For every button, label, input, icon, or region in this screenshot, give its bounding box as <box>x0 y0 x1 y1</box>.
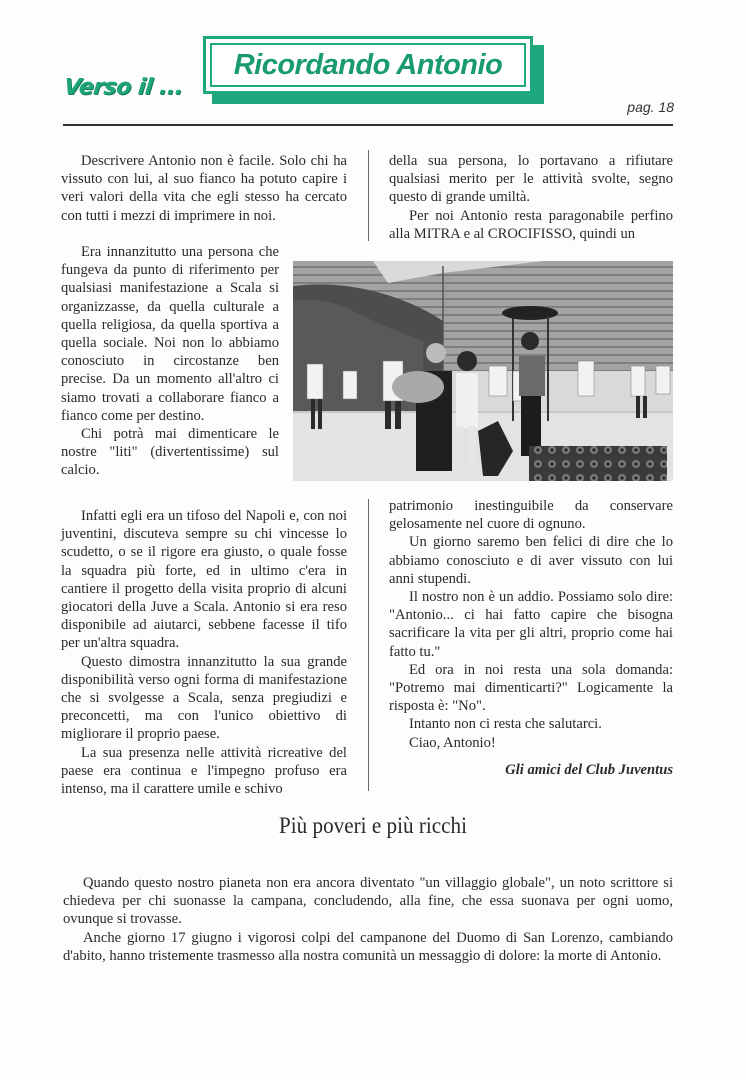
paragraph: Il nostro non è un addio. Possiamo solo dire: "Antonio... ci hai fatto capire che bisogna sacrificare la vita per gli altri, proprio come hai fatto tu." <box>389 589 673 660</box>
header-rule <box>63 124 673 126</box>
paragraph: Anche giorno 17 giugno i vigorosi colpi del campanone del Duomo di San Lorenzo, cambiando d'abito, hanno tristemente trasmesso alla nostra comunità un messaggio di dolore: la morte di Antonio. <box>63 929 673 964</box>
paragraph: Questo dimostra innanzitutto la sua grande disponibilità verso ogni forma di manifestazione che si svolgesse a Scala, senza pregiudizi e preconcetti, ma con l'unico obiettivo di migliorare il proprio paese. <box>61 653 347 743</box>
paragraph: Ed ora in noi resta una sola domanda: "Potremo mai dimenticarti?" Logicamente la risposta è: "No". <box>389 661 673 715</box>
paragraph: Ciao, Antonio! <box>409 734 496 751</box>
paragraph: Infatti egli era un tifoso del Napoli e, con noi juventini, discuteva sempre su chi vincesse lo scudetto, o se il rigore era giusto, o quale fosse la squadra più forte, ed in ultimo c'era in cantiere il progetto della visita proprio di alcuni giocatori della Juve a Scala. Antonio si era reso disponibile ad aiutarci, sebbene facesse il tifo per un'altra squadra. <box>61 508 347 652</box>
title-box <box>203 36 533 94</box>
page-number: pag. 18 <box>627 99 674 115</box>
column-divider <box>368 150 369 241</box>
article-signature: Gli amici del Club Juventus <box>505 762 673 778</box>
paragraph: Era innanzitutto una persona che fungeva da punto di riferimento per qualsiasi manifestazione a Scala si organizzasse, da quella culturale a quella religiosa, da quella sportiva a quella sociale. Noi non lo abbiamo conosciuto in circostanze ben precise. Da un momento all'altro ci siamo trovati a collaborare fianco a fianco come per destino. <box>61 244 279 424</box>
page-title: Ricordando Antonio <box>233 48 503 81</box>
paragraph: La sua presenza nelle attività ricreative del paese era continua e l'impegno profuso era intenso, ma il carattere umile e schivo <box>61 744 347 798</box>
article-photo <box>293 261 673 481</box>
paragraph: Per noi Antonio resta paragonabile perfino alla MITRA e al CROCIFISSO, quindi un <box>389 207 673 242</box>
second-article-body <box>63 874 673 965</box>
paragraph: Un giorno saremo ben felici di dire che lo abbiamo conosciuto e di aver vissuto con lui anni stupendi. <box>389 534 673 587</box>
section-kicker: Verso il ... <box>62 75 185 100</box>
column-divider <box>368 499 369 791</box>
photo-image <box>293 261 673 481</box>
article-column-1-bottom <box>61 507 347 798</box>
article-column-2-bottom <box>389 497 673 752</box>
paragraph: della sua persona, lo portavano a rifiutare qualsiasi merito per le attività svolte, segno questo di grande umiltà. <box>389 153 673 206</box>
paragraph: Intanto non ci resta che salutarci. <box>409 716 602 733</box>
paragraph: Descrivere Antonio non è facile. Solo chi ha vissuto con lui, al suo fianco ha potuto capire i veri valori della vita che egli stesso ha cercato con tutti i mezzi di imprimere in noi. <box>61 153 347 224</box>
paragraph: Chi potrà mai dimenticare le nostre "liti" (divertentissime) sul calcio. <box>61 426 279 479</box>
second-article-title: Più poveri e più ricchi <box>278 813 468 838</box>
paragraph: Quando questo nostro pianeta non era ancora diventato "un villaggio globale", un noto scrittore si chiedeva per chi suonasse la campana, concludendo, alla fine, che essa suonava per ogni uomo, ovunque si trovasse. <box>63 875 673 928</box>
article-column-2-top <box>389 152 673 243</box>
paragraph: patrimonio inestinguibile da conservare gelosamente nel cuore di ognuno. <box>389 498 673 533</box>
title-box-inner-border <box>210 43 526 87</box>
article-column-1-beside-photo <box>61 243 279 480</box>
article-column-1-top <box>61 152 347 225</box>
